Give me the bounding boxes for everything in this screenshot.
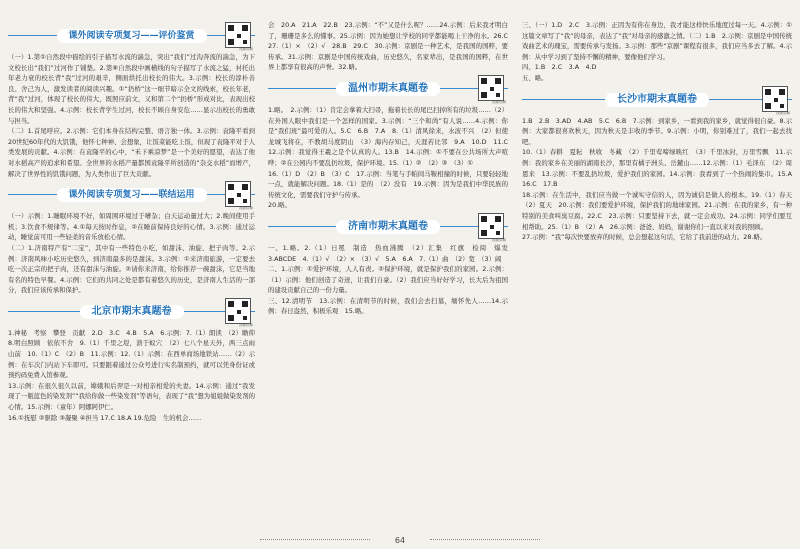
qr-code-icon: [225, 22, 251, 48]
answer-paragraph: 1.神秘 考察 攀登 贡献 2.D 3.C 4.B 5.A 6.示例：7.（1）朗读 （2）瞻仰 8.明白照顾 依依不舍 9.（1）千里之堤，溃于蚁穴 （2）七八个星天外，两三点雨山前 10.（1）C （2）B 11.示例：12.（1）示例：在西单商场地铁站……（2）示例：在车次门内站下车即可。只要跟着通过公众号进行实名制预约，就可以凭身份证或预约码免费入馆参观。: [8, 328, 262, 380]
section-banner: [268, 213, 508, 242]
answer-paragraph: 会 20.A 21.A 22.B 23.示例：“不”又是什么呢？……24.示例：后来我才明白了，珊珊是多么的懂事。25.示例：因为她想让学校的同学都能喝上干净的水。26.C 27.（1）× （2）√ 28.B 29.C 30.示例：京剧是一种艺术，是我国的国粹，要传承。31.示例：京剧是中国传统戏曲，历史悠久，名家辈出，是我国的国粹，在世界上都享有很高的声誉。32.略。: [268, 21, 515, 72]
section-banner: [268, 75, 508, 104]
answer-paragraph: 1.略。 2.示例：（1）肯定会拿着大扫帚，拖着长长的尾巴扫掉所有的垃圾……（2）在外国人眼中我们是一个怎样的国家。3.示例：“三个和尚”有人说……4.示例：你是“我们班”最可爱的人。5.C 6.B 7.A 8.（1）清风徐来，水波不兴 （2）但使龙城飞将在，不教胡马度阴山 （3）海内存知己，天涯若比邻 9.A 10.D 11.C 12.示例：我觉得王羲之是个认真的人。13.B 14.示例：①不要在公共场所大声喧哗；②在公园内不要乱扔垃圾，保护环境。15.（1）② （2）③ （3）①: [268, 105, 515, 167]
section-title: 温州市期末真题卷: [336, 82, 440, 96]
section-banner: [8, 181, 255, 211]
qr-code-icon: [478, 213, 504, 239]
answer-paragraph: 二、1.示例：①爱护环境，人人有责。②保护环境，就是保护我们的家园。2.示例：（1）示例：他们创造了奇迹，让我们自豪。（2）我们应当好好学习，长大后为祖国的建设贡献自己的一份力量。: [268, 265, 508, 295]
column-middle: [268, 20, 515, 540]
answer-paragraph: 一、1.略。2.（1）日冕 制造 热血沸腾 （2）汇集 红旗 检阅 爆发 3.ABCDE 4.（1）√ （2）× （3）√ 5.A 6.A 7.（1）曲 （2）宽 （3）阔: [268, 243, 515, 263]
section-banner: [522, 86, 792, 115]
answer-paragraph: 10.（1）春耕 夏耘 秋收 冬藏 （2）千里莺啼绿映红 （3）千里冰封，万里雪飘 11.示例：我的家乡在美丽的湖南长沙，那里有橘子洲头、岳麓山……12.示例：（1）毛泽东 （2）周恩来 13.示例：不要乱扔垃圾，爱护我们的家园。14.示例：我看到了一个热闹的集市。15.A 16.C 17.B: [522, 148, 799, 189]
qr-code-icon: [762, 86, 788, 112]
answer-paragraph: 20.略。: [268, 201, 291, 210]
answer-paragraph: 三、（一）1.D 2.C 3.示例：正因为有你在身边，我才能这样快乐地度过每一天。4.示例：①这篇文章写了“我”的母亲，表达了“我”对母亲的感激之情。（二）1.B 2.示例：京剧是中国传统戏曲艺术的瑰宝，需要传承与发扬。3.示例：那些“京剧”课程有很多，我们应当多去了解。4.示例：从中学习到了坚持不懈的精神，要像他们学习。: [522, 21, 792, 61]
answer-paragraph: 27.示例：“我”每次快要放弃的时候，总会想起这句话，它给了我前进的动力。28.略。: [522, 233, 767, 242]
answer-paragraph: 1.B 2.B 3.AD 4.AB 5.C 6.B 7.示例：到家乡，一看到我的家乡，就觉得很自豪。8.示例：大家都很喜欢秋天，因为秋天是丰收的季节。9.示例：小明，你别难过了，我们一起去找吧。: [522, 116, 792, 146]
answer-paragraph: 16.（1）D （2）B （3）C 17.示例：当笔与手帕间马鞍相撞的时候，只要轻轻地一点，就能解决问题。18.（1）是的 （2）没有 19.示例：因为是我们中华民族的传统文化，需要我们守护与传承。: [268, 169, 508, 199]
qr-code-icon: [225, 181, 251, 207]
column-right: [522, 20, 799, 540]
answer-paragraph: （二）1.济南特产有“二宝”，其中有一些特色小吃，如甜沫、油旋、把子肉等。2.示例：济南风味小吃历史悠久，到济南最多的是甜沫。3.示例：①来济南旅游，一定要去吃一次正宗的把子肉，还有甜沫与油旋。②请你来济南，给你推荐一碗甜沫，它是当地有名的特色早餐。4.示例：它们的共同之处是都有着悠久的历史，是济南人生活的一部分，我们应该传承和保护。: [8, 243, 255, 295]
section-title: 北京市期末真题卷: [80, 305, 184, 319]
qr-caption: 视频讲解: [239, 206, 253, 211]
answer-paragraph: 13.示例：在很久很久以前，嫦娥和后羿是一对相亲相爱的夫妻。14.示例：通过“我发现了一瓶蓝色的染发剂”“我给你做一些染发剂”等语句，表现了“我”想为姐姐做染发剂的心情。15.示例：（童年）阿娜阿伊仁。: [8, 381, 255, 412]
qr-caption: 视频讲解: [492, 237, 506, 242]
qr-caption: 视频讲解: [239, 47, 253, 51]
section-title: 长沙市期末真题卷: [605, 93, 709, 107]
column-left: [8, 20, 262, 540]
answer-paragraph: （一）1.第①自然段中描绘的引子描写水流的湍急，突出“我们”过沟奔流的湍急，为下文校长出“我们”过河作了铺垫。2.第⑧自然段中画横线的句子描写了水流之猛，衬托出年老力衰的校长背“我”过河的艰辛，侧面烘托出校长的伟大。3.示例：校长的淳朴善良、舍己为人，激发读者的阅读兴趣。①“扔桥”这一细节暗示全文的线索，校长年老，背“我”过河，体现了校长的伟大，既照应前文，又和第二个“扔桥”形成对比，表现出校长的伟大和坚强。4.示例：校长背学生过河，校长不顾自身安危……显示出校长的勇敢与担当。: [8, 53, 255, 125]
page-number: 64: [394, 536, 406, 545]
section-title: 课外阅读专项复习——评价鉴赏: [56, 29, 206, 43]
answer-paragraph: 三、12.清明节 13.示例：在清明节的时候，我们会去扫墓，缅怀先人……14.示例：春日盎然，积极乐观 15.略。: [268, 296, 508, 316]
section-banner: [8, 22, 255, 51]
section-title: 课外阅读专项复习——联结运用: [56, 188, 206, 202]
qr-caption: 视频讲解: [776, 110, 790, 115]
qr-code-icon: [478, 75, 504, 101]
answer-paragraph: （二）1.首尾呼应。2.示例：它们本身在结构完整、语言独一体。3.示例：袁隆平看到20世纪60年代的大饥饿，他怀七种神、会想象，让饭菜能吃上饭，但现了袁隆平对于人类发展的贡献。4.示例：在袁隆平的心中，“禾下乘凉梦”是一个美好的愿望，表达了他对水稻高产的追求和希望。全世界的水稻产量都国袁隆平所创造的“杂交水稻”而增产，解决了世界性的饥饿问题，为人类作出了巨大贡献。: [8, 127, 255, 178]
qr-caption: 视频讲解: [492, 99, 506, 104]
qr-caption: 视频讲解: [239, 322, 253, 327]
answer-paragraph: 五、略。: [522, 73, 548, 82]
answer-paragraph: 18.示例：在生活中，我们应当做一个诚实守信的人，因为诚信是做人的根本。19.（1）春天 （2）夏天 20.示例：我们要爱护环境，保护我们的地球家园。21.示例：在我的家乡，有一种特别的美食叫臭豆腐。22.C 23.示例：只要坚持下去，就一定会成功。24.示例：同学们要互相帮助。25.（1）B （2）A 26.示例：爸爸、妈妈，谢谢你们一直以来对我的照顾。: [522, 190, 799, 231]
section-banner: [8, 298, 255, 327]
answer-paragraph: 16.①抚慰 ②驱除 ③凝聚 ④担当 17.C 18.A 19.危险 生的机会……: [8, 413, 202, 422]
section-title: 济南市期末真题卷: [336, 220, 440, 234]
qr-code-icon: [225, 298, 251, 324]
answer-paragraph: 四、1.B 2.C 3.A 4.D: [522, 63, 597, 72]
answer-paragraph: （一）示例：1.睡眠环境不好，如周围环境过于嘈杂；白天运动量过大；2.晚间使用手机；3.饮食不规律等。4.①每天按时作息，②在睡前保持良好的心情。3.示例：通过运动，睡觉前可用一些轻柔的音乐放松心情。: [8, 212, 255, 242]
